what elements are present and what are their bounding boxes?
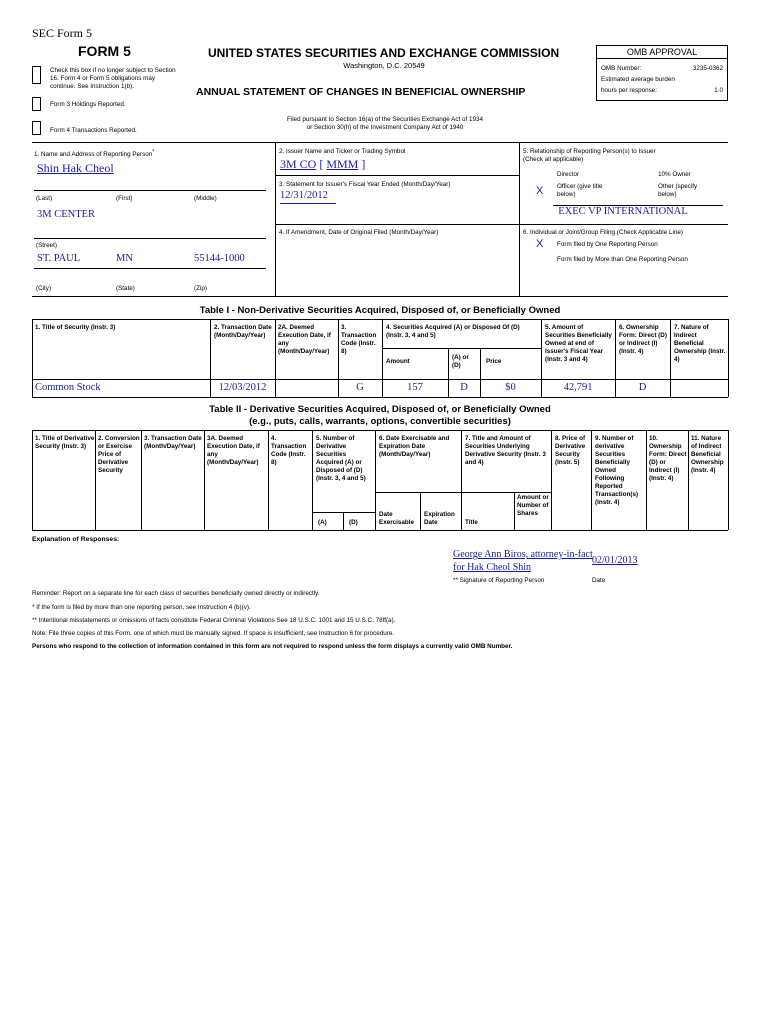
last-label: (Last) — [36, 195, 53, 202]
t2-h3a: 3A. Deemed Execution Date, if any (Month/Day/Year) — [207, 435, 260, 467]
t1-h3: 3. Transaction Code (Instr. 8) — [341, 324, 377, 356]
omb-number: 3235-0362 — [692, 65, 723, 72]
fiscal-year-date: 12/31/2012 — [280, 190, 328, 201]
form4-label: Form 4 Transactions Reported. — [50, 127, 137, 134]
t1-row-aord: D — [460, 382, 468, 393]
t1-h2a: 2A. Deemed Execution Date, if any (Month/Day/Year) — [278, 324, 331, 356]
one-person-label: Form filed by One Reporting Person — [557, 241, 658, 248]
officer-check[interactable]: X — [536, 185, 544, 197]
agency-location: Washington, D.C. 20549 — [343, 61, 425, 70]
t1-row-amount: 157 — [407, 382, 423, 393]
director-label: Director — [557, 171, 580, 178]
t2-h7-amount: Amount or Number of Shares — [517, 494, 549, 518]
t1-h5: 5. Amount of Securities Beneficially Owned at end of Issuer's Fiscal Year (Instr. 3 and 4) — [545, 324, 612, 364]
t2-h5-d: (D) — [349, 519, 358, 526]
state-label: (State) — [116, 285, 135, 292]
table2-title: Table II - Derivative Securities Acquired, Disposed of, or Beneficially Owned (e.g., puts, calls, warrants, options, convertible securities) — [209, 404, 551, 427]
relationship-label: 5. Relationship of Reporting Person(s) to Issuer (Check all applicable) — [523, 148, 656, 164]
reporting-person-name: Shin Hak Cheol — [37, 161, 114, 175]
middle-label: (Middle) — [194, 195, 217, 202]
form-title: ANNUAL STATEMENT OF CHANGES IN BENEFICIAL OWNERSHIP — [196, 86, 526, 98]
t2-h5-a: (A) — [318, 519, 327, 526]
note-omb: Persons who respond to the collection of information contained in this form are not required to respond unless the form displays a currently valid OMB Number. — [32, 643, 513, 650]
note-reminder: Reminder: Report on a separate line for each class of securities beneficially owned directly or indirectly. — [32, 590, 320, 597]
omb-hours: 1.0 — [714, 87, 723, 94]
t2-h3: 3. Transaction Date (Month/Day/Year) — [144, 435, 202, 451]
officer-title: EXEC VP INTERNATIONAL — [558, 206, 688, 217]
form3-checkbox[interactable] — [32, 97, 41, 111]
street-label: (Street) — [36, 242, 57, 249]
t2-h8: 8. Price of Derivative Security (Instr. 5) — [555, 435, 586, 467]
form3-label: Form 3 Holdings Reported. — [50, 101, 126, 108]
owner10-label: 10% Owner — [658, 171, 691, 178]
note-asterisk: * If the form is filed by more than one reporting person, see Instruction 4 (b)(v). — [32, 604, 251, 611]
date-label: Date — [592, 577, 606, 584]
t1-h6: 6. Ownership Form: Direct (D) or Indirect (I) (Instr. 4) — [619, 324, 667, 356]
note-copies: Note: File three copies of this Form, one of which must be manually signed. If space is insufficient, see Instruction 6 for procedure. — [32, 630, 395, 637]
other-label: Other (specify below) — [658, 183, 698, 199]
t1-h2: 2. Transaction Date (Month/Day/Year) — [214, 324, 272, 340]
first-label: (First) — [116, 195, 133, 202]
omb-approval-box — [596, 45, 728, 101]
signature-date: 02/01/2013 — [592, 555, 638, 566]
zip-label: (Zip) — [194, 285, 207, 292]
city-value: ST. PAUL — [37, 253, 81, 264]
page-title: SEC Form 5 — [32, 26, 93, 40]
amendment-label: 4. If Amendment, Date of Original Filed (Month/Day/Year) — [279, 229, 439, 236]
table1-title: Table I - Non-Derivative Securities Acquired, Disposed of, or Beneficially Owned — [199, 305, 561, 316]
t1-h4: 4. Securities Acquired (A) or Disposed Of (D) (Instr. 3, 4 and 5) — [386, 324, 520, 340]
note-double-asterisk: ** Intentional misstatements or omissions of facts constitute Federal Criminal Violations See 18 U.S.C. 1001 and 15 U.S.C. 78ff(a). — [32, 617, 396, 624]
more-persons-label: Form filed by More than One Reporting Person — [557, 256, 688, 263]
t1-h4-amount: Amount — [386, 358, 410, 365]
t1-row-code: G — [356, 382, 364, 393]
t1-row-date: 12/03/2012 — [218, 382, 267, 393]
t2-h1: 1. Title of Derivative Security (Instr. 3) — [35, 435, 95, 451]
officer-label: Officer (give title below) — [557, 183, 603, 199]
omb-number-label: OMB Number: — [601, 65, 642, 72]
t1-row-owned: 42,791 — [563, 382, 593, 393]
issuer-label: 2. Issuer Name and Ticker or Trading Symbol — [279, 148, 406, 155]
explanation-label: Explanation of Responses: — [32, 536, 120, 543]
t1-row-title: Common Stock — [35, 382, 101, 393]
issuer-name: 3M CO [ MMM ] — [280, 157, 366, 171]
omb-header: OMB APPROVAL — [597, 46, 727, 59]
t2-h7-title: Title — [465, 519, 478, 526]
t1-row-form: D — [638, 382, 647, 393]
street-address: 3M CENTER — [37, 209, 96, 220]
t1-row-price: $0 — [505, 382, 516, 393]
zip-value: 55144-1000 — [194, 253, 245, 264]
state-value: MN — [116, 253, 133, 264]
t1-h4-aord: (A) or (D) — [452, 354, 469, 370]
form4-checkbox[interactable] — [32, 121, 41, 135]
form-name: FORM 5 — [78, 43, 131, 59]
no-longer-subject-label: Check this box if no longer subject to Section 16. Form 4 or Form 5 obligations may continue. See Instruction 1(b). — [50, 67, 176, 91]
t2-h4: 4. Transaction Code (Instr. 8) — [271, 435, 307, 467]
t1-h7: 7. Nature of Indirect Beneficial Ownership (Instr. 4) — [674, 324, 726, 364]
t2-h6: 6. Date Exercisable and Expiration Date (Month/Day/Year) — [379, 435, 450, 459]
t2-h9: 9. Number of derivative Securities Beneficially Owned Following Reported Transaction(s) (Instr. 4) — [595, 435, 639, 507]
t2-h10: 10. Ownership Form: Direct (D) or Indirect (I) (Instr. 4) — [649, 435, 687, 483]
agency-title: UNITED STATES SECURITIES AND EXCHANGE COMMISSION — [208, 46, 560, 60]
one-person-check[interactable]: X — [536, 238, 544, 250]
t2-h5: 5. Number of Derivative Securities Acquired (A) or Disposed of (D) (Instr. 3, 4 and 5) — [316, 435, 366, 483]
signature: George Ann Biros, attorney-in-fact for Hak Cheol Shin — [453, 549, 593, 573]
signature-label: ** Signature of Reporting Person — [453, 577, 545, 584]
t2-h7: 7. Title and Amount of Securities Underlying Derivative Security (Instr. 3 and 4) — [465, 435, 546, 467]
fiscal-year-label: 3. Statement for Issuer's Fiscal Year Ended (Month/Day/Year) — [279, 181, 451, 188]
t2-h2: 2. Conversion or Exercise Price of Derivative Security — [98, 435, 140, 475]
filed-pursuant: Filed pursuant to Section 16(a) of the Securities Exchange Act of 1934 or Section 30(h) of the Investment Company Act of 1940 — [286, 116, 484, 132]
t2-h11: 11. Nature of Indirect Beneficial Ownership (Instr. 4) — [691, 435, 724, 475]
filing-type-label: 6. Individual or Joint/Group Filing (Check Applicable Line) — [523, 229, 683, 236]
omb-burden-label: Estimated average burden — [601, 76, 675, 83]
reporting-person-label: 1. Name and Address of Reporting Person* — [34, 149, 155, 159]
city-label: (City) — [36, 285, 52, 292]
t1-h4-price: Price — [486, 358, 502, 365]
omb-hours-label: hours per response: — [601, 87, 658, 94]
t1-h1: 1. Title of Security (Instr. 3) — [35, 324, 116, 331]
t2-h6-exp: Expiration Date — [424, 511, 455, 527]
no-longer-subject-checkbox[interactable] — [32, 66, 41, 84]
t2-h6-ex: Date Exercisable — [379, 511, 415, 527]
